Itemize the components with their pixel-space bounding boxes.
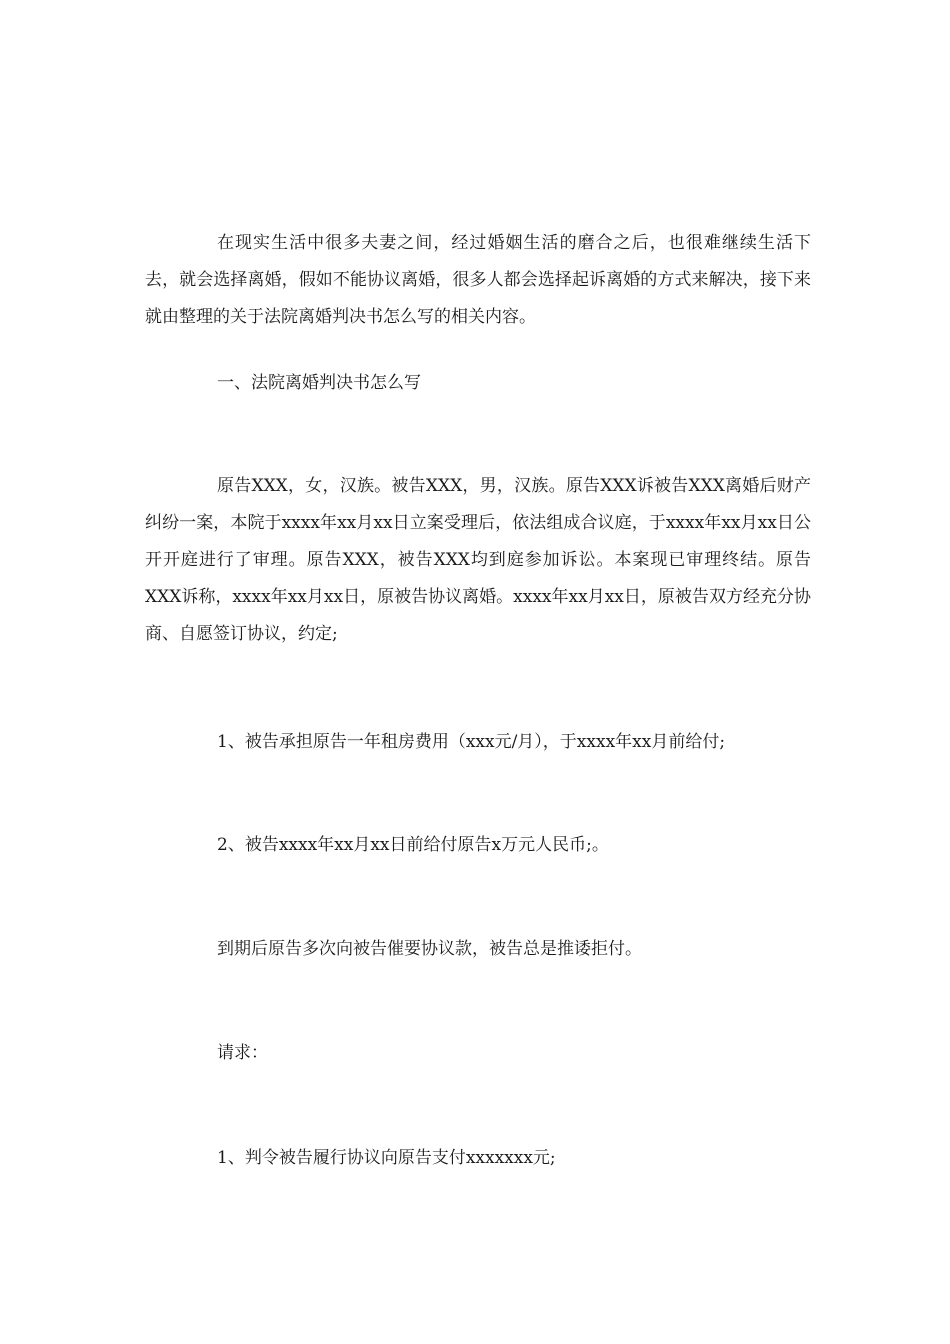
intro-paragraph: 在现实生活中很多夫妻之间，经过婚姻生活的磨合之后，也很难继续生活下去，就会选择离婚，假如不能协议离婚，很多人都会选择起诉离婚的方式来解决，接下来就由整理的关于法院离婚判决书怎么写的相关内容。: [145, 233, 811, 327]
request-item-1: 1、判令被告履行协议向原告支付xxxxxxx元;: [217, 1148, 556, 1168]
agreement-item-2: 2、被告xxxx年xx月xx日前给付原告x万元人民币;。: [217, 835, 609, 855]
agreement-item-1: 1、被告承担原告一年租房费用（xxx元/月），于xxxx年xx月前给付;: [217, 732, 726, 752]
default-note: 到期后原告多次向被告催要协议款，被告总是推诿拒付。: [217, 939, 642, 959]
request-label: 请求：: [217, 1043, 268, 1063]
case-body-paragraph: 原告XXX，女，汉族。被告XXX，男，汉族。原告XXX诉被告XXX离婚后财产纠纷一案，本院于xxxx年xx月xx日立案受理后，依法组成合议庭，于xxxx年xx月xx日公开开庭进行了审理。原告XXX，被告XXX均到庭参加诉讼。本案现已审理终结。原告XXX诉称，xxxx年xx月xx日，原被告协议离婚。xxxx年xx月xx日，原被告双方经充分协商、自愿签订协议，约定;: [145, 476, 811, 644]
section-heading: 一、法院离婚判决书怎么写: [217, 373, 421, 393]
